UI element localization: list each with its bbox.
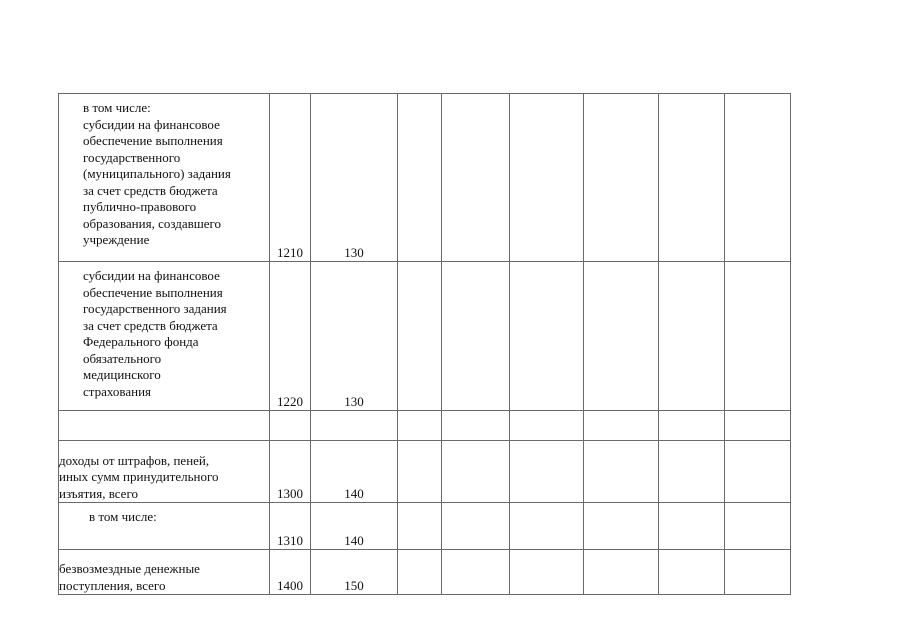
value-cell (442, 503, 510, 550)
empty-cell (725, 411, 791, 441)
value-cell (659, 503, 725, 550)
table-row (59, 262, 791, 411)
line-code: 1220 (270, 262, 311, 411)
row-label (59, 94, 270, 262)
value-cell (442, 94, 510, 262)
label-line: учреждение (83, 232, 150, 247)
label-line: за счет средств бюджета (83, 182, 218, 198)
label-line: страхования (83, 383, 152, 399)
line-code: 1210 (270, 94, 311, 262)
line-code: 1400 (270, 550, 311, 595)
value-cell (584, 550, 659, 595)
label-line: обязательного (83, 350, 162, 366)
empty-cell (510, 411, 584, 441)
value-cell (398, 550, 442, 595)
value-cell (510, 441, 584, 503)
value-cell (659, 441, 725, 503)
value-cell (725, 503, 791, 550)
label-line: государственного задания (83, 301, 227, 316)
table-row (59, 94, 791, 262)
value-cell (584, 441, 659, 503)
line-code: 1300 (270, 441, 311, 503)
row-label (59, 262, 270, 411)
value-cell (398, 503, 442, 550)
empty-cell (270, 411, 311, 441)
value-cell (584, 94, 659, 262)
value-cell (659, 94, 725, 262)
line-code: 1310 (270, 503, 311, 550)
kosgu-code: 130 (311, 262, 398, 411)
row-label (59, 550, 270, 595)
label-line: поступления, всего (59, 577, 166, 593)
value-cell (584, 262, 659, 411)
table-row (59, 503, 791, 550)
value-cell (584, 503, 659, 550)
value-cell (510, 262, 584, 411)
value-cell (398, 94, 442, 262)
label-line: (муниципального) задания (83, 166, 231, 181)
value-cell (725, 441, 791, 503)
value-cell (659, 550, 725, 595)
empty-cell (311, 411, 398, 441)
label-line: государственного (83, 149, 181, 165)
table-row-empty (59, 411, 791, 441)
kosgu-code: 140 (311, 503, 398, 550)
row-label (59, 441, 270, 503)
value-cell (659, 262, 725, 411)
label-line: обеспечение выполнения (83, 133, 223, 148)
empty-cell (442, 411, 510, 441)
label-line: публично-правового (83, 199, 197, 214)
label-line: медицинского (83, 367, 161, 382)
label-line: доходы от штрафов, пеней, (59, 452, 210, 468)
value-cell (510, 94, 584, 262)
row-label (59, 503, 270, 550)
label-line: в том числе: (89, 509, 157, 524)
empty-cell (659, 411, 725, 441)
value-cell (442, 441, 510, 503)
value-cell (510, 503, 584, 550)
value-cell (725, 262, 791, 411)
table-row (59, 441, 791, 503)
kosgu-code: 140 (311, 441, 398, 503)
label-line: в том числе: (83, 100, 151, 115)
value-cell (398, 262, 442, 411)
value-cell (442, 262, 510, 411)
kosgu-code: 130 (311, 94, 398, 262)
label-line: безвозмездные денежные (59, 561, 200, 576)
budget-table (58, 93, 791, 595)
value-cell (442, 550, 510, 595)
value-cell (725, 94, 791, 262)
label-line: за счет средств бюджета (83, 317, 218, 333)
label-line: Федерального фонда (83, 334, 199, 349)
label-line: иных сумм принудительного (59, 469, 219, 484)
value-cell (510, 550, 584, 595)
label-line: субсидии на финансовое (83, 116, 220, 132)
label-line: изъятия, всего (59, 485, 138, 501)
kosgu-code: 150 (311, 550, 398, 595)
value-cell (725, 550, 791, 595)
label-line: образования, создавшего (83, 215, 222, 231)
table-row (59, 550, 791, 595)
empty-cell (59, 411, 270, 441)
empty-cell (398, 411, 442, 441)
label-line: обеспечение выполнения (83, 284, 223, 300)
empty-cell (584, 411, 659, 441)
value-cell (398, 441, 442, 503)
label-line: субсидии на финансовое (83, 268, 220, 283)
